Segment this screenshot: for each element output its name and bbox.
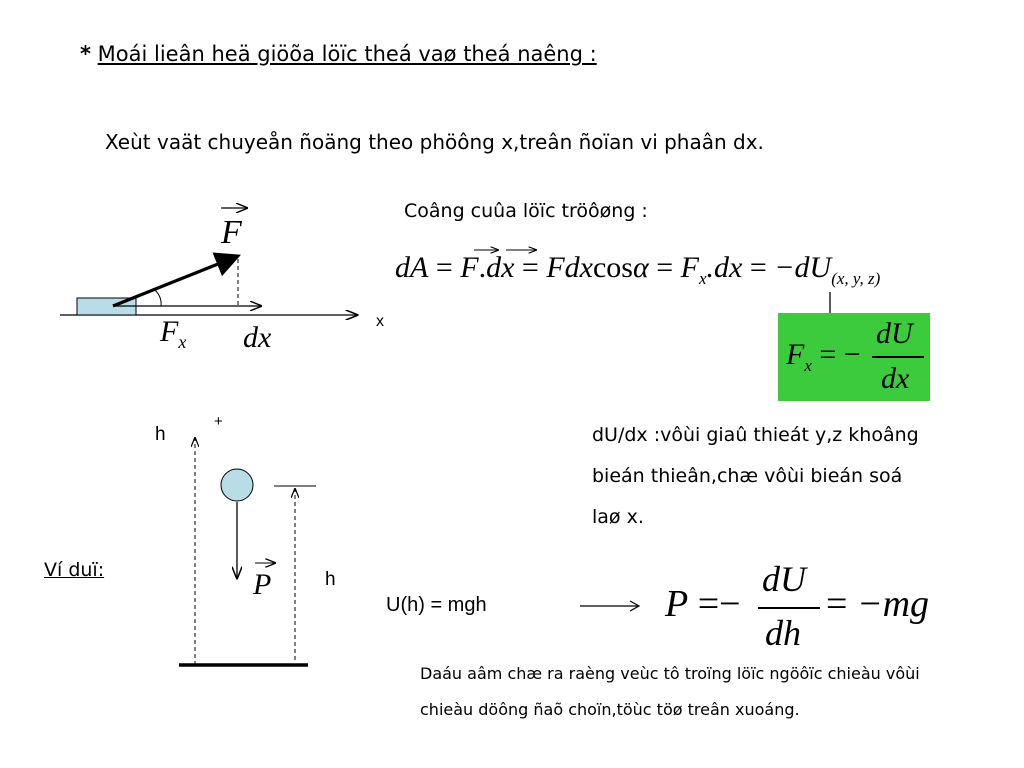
green-fraction-bar	[872, 356, 924, 358]
f-vector-label: F	[221, 214, 242, 251]
heading	[80, 42, 597, 66]
vector-dx: dx	[486, 251, 515, 284]
plus-sign: +	[214, 413, 223, 430]
p-vector-label: P	[253, 568, 272, 601]
work-label: Coâng cuûa löïc tröôøng :	[404, 200, 648, 222]
heading-text: Moái lieân heä giöõa löïc theá vaø theá naêng :	[97, 42, 597, 66]
fx-label: $F_x$	[160, 315, 187, 352]
implies-arrow	[578, 596, 643, 616]
note-line-3: laø x.	[592, 506, 644, 528]
example-label: Ví duï:	[44, 559, 105, 581]
force-arrow	[113, 256, 238, 306]
intro-text: Xeùt vaät chuyeån ñoäng theo phöông x,treân ñoïan vi phaân dx.	[105, 130, 764, 154]
x-axis-label: x	[376, 313, 384, 330]
work-vector-bars	[470, 244, 540, 256]
angle-arc	[155, 290, 161, 306]
p-fraction-den: dh	[765, 613, 801, 653]
p-fraction-bar	[758, 607, 820, 609]
h-left-label: h	[155, 424, 166, 445]
gravity-diagram	[150, 410, 350, 675]
p-fraction-num: dU	[762, 559, 806, 599]
potential-formula: U(h) = mgh	[386, 594, 487, 616]
green-result-box: $F_x$ = − dU dx	[778, 313, 930, 401]
force-diagram	[55, 195, 400, 365]
dx-label: dx	[243, 321, 272, 354]
note-line-2: bieán thieân,chæ vôùi bieán soá	[592, 465, 903, 487]
footer-line-1: Daáu aâm chæ ra raèng veùc tô troïng löïc ngöôïc chieàu vôùi	[420, 664, 920, 683]
p-equation: P =−	[665, 583, 741, 625]
p-equation-rhs: = −mg	[826, 583, 930, 625]
work-equation: dA = $F.dx = Fdxcos\alpha = F_x.dx = -dU_{(x, y, z)}$	[395, 251, 881, 288]
footer-line-2: chieàu döông ñaõ choïn,töùc töø treân xuoáng.	[420, 700, 800, 719]
vector-f: F	[460, 251, 479, 284]
args: (x, y, z)	[831, 269, 881, 288]
heading-bullet: *	[80, 42, 91, 66]
h-right-label: h	[325, 569, 336, 590]
green-fraction-num: dU	[876, 317, 913, 350]
green-fraction-den: dx	[881, 362, 910, 395]
ball	[221, 469, 253, 501]
note-line-1: dU/dx :vôùi giaû thieát y,z khoâng	[592, 424, 919, 446]
